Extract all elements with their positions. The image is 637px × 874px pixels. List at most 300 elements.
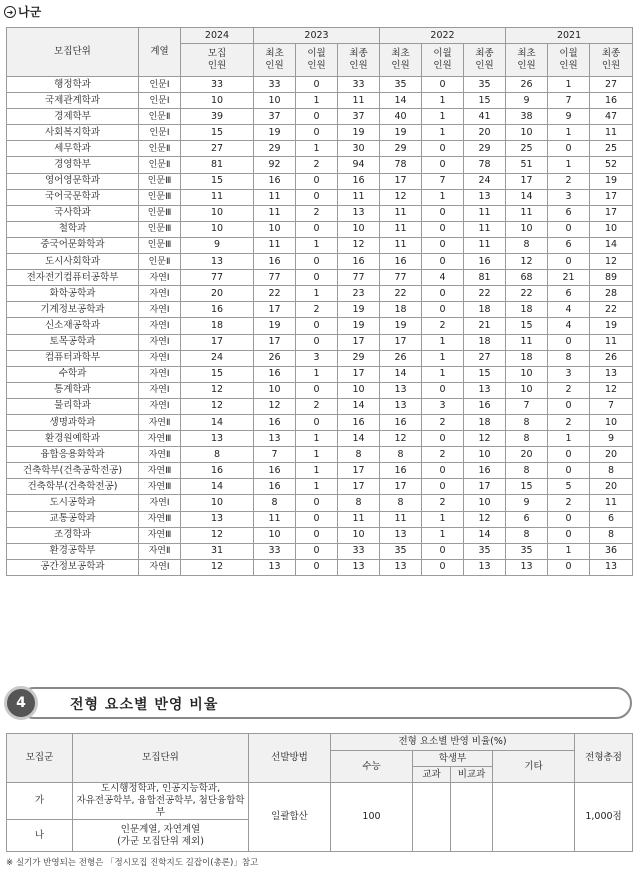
table-row: [7, 527, 633, 543]
header-year-2022: 2022: [380, 28, 506, 44]
number-cell: 26: [380, 350, 422, 366]
number-cell: 39: [181, 109, 254, 125]
group-label-text: 나군: [18, 5, 42, 19]
number-cell: 0: [296, 270, 338, 286]
number-cell: 13: [338, 205, 380, 221]
number-cell: 10: [338, 382, 380, 398]
number-cell: 13: [590, 366, 633, 382]
number-cell: 52: [590, 157, 633, 173]
number-cell: 16: [380, 414, 422, 430]
number-cell: 1: [548, 157, 590, 173]
table-row: [7, 366, 633, 382]
table-row: [7, 270, 633, 286]
number-cell: 19: [590, 173, 633, 189]
number-cell: 77: [254, 270, 296, 286]
number-cell: 0: [296, 414, 338, 430]
t2-csat: 100: [331, 783, 413, 852]
table-row: [7, 318, 633, 334]
t2-header-record: 학생부: [413, 751, 493, 767]
header-unit: 모집단위: [7, 28, 139, 77]
category-cell: 자연Ⅰ: [139, 286, 181, 302]
number-cell: 16: [380, 463, 422, 479]
number-cell: 12: [464, 511, 506, 527]
number-cell: 11: [464, 221, 506, 237]
table-row: [7, 382, 633, 398]
number-cell: 1: [422, 189, 464, 205]
number-cell: 11: [380, 221, 422, 237]
number-cell: 16: [338, 414, 380, 430]
number-cell: 0: [296, 511, 338, 527]
category-cell: 인문Ⅲ: [139, 237, 181, 253]
number-cell: 18: [464, 414, 506, 430]
number-cell: 29: [380, 141, 422, 157]
unit-name-cell: 경제학부: [7, 109, 139, 125]
number-cell: 0: [296, 318, 338, 334]
number-cell: 8: [338, 447, 380, 463]
number-cell: 14: [181, 414, 254, 430]
number-cell: 0: [296, 221, 338, 237]
number-cell: 12: [464, 431, 506, 447]
category-cell: 인문Ⅰ: [139, 77, 181, 93]
table-row: [7, 302, 633, 318]
number-cell: 1: [422, 93, 464, 109]
number-cell: 11: [506, 334, 548, 350]
number-cell: 12: [181, 527, 254, 543]
table-row: [7, 463, 633, 479]
category-cell: 자연Ⅰ: [139, 270, 181, 286]
number-cell: 0: [548, 511, 590, 527]
unit-name-cell: 국사학과: [7, 205, 139, 221]
number-cell: 10: [506, 221, 548, 237]
number-cell: 1: [296, 286, 338, 302]
unit-name-cell: 교통공학과: [7, 511, 139, 527]
number-cell: 0: [548, 447, 590, 463]
table-row: [7, 414, 633, 430]
number-cell: 0: [422, 286, 464, 302]
number-cell: 2: [296, 302, 338, 318]
number-cell: 0: [422, 221, 464, 237]
category-cell: 자연Ⅲ: [139, 527, 181, 543]
t2-header-ratio: 전형 요소별 반영 비율(%): [331, 734, 575, 751]
category-cell: 자연Ⅰ: [139, 350, 181, 366]
number-cell: 0: [422, 77, 464, 93]
number-cell: 13: [181, 254, 254, 270]
number-cell: 2: [548, 414, 590, 430]
unit-name-cell: 융합응용화학과: [7, 447, 139, 463]
number-cell: 8: [506, 414, 548, 430]
header-extra: 이월 인원: [548, 44, 590, 77]
table-row: [7, 286, 633, 302]
number-cell: 20: [464, 125, 506, 141]
number-cell: 16: [181, 302, 254, 318]
number-cell: 2: [548, 173, 590, 189]
table-row: [7, 559, 633, 575]
unit-name-cell: 경영학부: [7, 157, 139, 173]
number-cell: 33: [254, 77, 296, 93]
number-cell: 20: [590, 479, 633, 495]
number-cell: 3: [296, 350, 338, 366]
number-cell: 10: [181, 221, 254, 237]
category-cell: 인문Ⅱ: [139, 109, 181, 125]
number-cell: 17: [338, 366, 380, 382]
number-cell: 0: [422, 382, 464, 398]
number-cell: 35: [380, 77, 422, 93]
number-cell: 0: [548, 334, 590, 350]
number-cell: 1: [422, 109, 464, 125]
table-row: [7, 479, 633, 495]
number-cell: 3: [548, 366, 590, 382]
category-cell: 자연Ⅰ: [139, 495, 181, 511]
category-cell: 자연Ⅲ: [139, 479, 181, 495]
number-cell: 0: [422, 141, 464, 157]
number-cell: 31: [181, 543, 254, 559]
number-cell: 17: [506, 173, 548, 189]
unit-name-cell: 사회복지학과: [7, 125, 139, 141]
number-cell: 11: [590, 334, 633, 350]
number-cell: 16: [254, 366, 296, 382]
number-cell: 13: [380, 559, 422, 575]
evaluation-ratio-table: [6, 733, 633, 852]
number-cell: 35: [464, 543, 506, 559]
header-extra: 이월 인원: [296, 44, 338, 77]
t2-header-method: 선발방법: [249, 734, 331, 783]
t2-header-unit: 모집단위: [73, 734, 249, 783]
number-cell: 33: [254, 543, 296, 559]
number-cell: 12: [590, 254, 633, 270]
number-cell: 78: [464, 157, 506, 173]
t2-method: 일괄합산: [249, 783, 331, 852]
number-cell: 19: [338, 125, 380, 141]
number-cell: 29: [254, 141, 296, 157]
number-cell: 2: [296, 157, 338, 173]
number-cell: 1: [422, 334, 464, 350]
number-cell: 10: [506, 125, 548, 141]
number-cell: 1: [548, 77, 590, 93]
number-cell: 0: [422, 237, 464, 253]
number-cell: 6: [548, 237, 590, 253]
number-cell: 2: [296, 398, 338, 414]
number-cell: 16: [380, 254, 422, 270]
unit-name-cell: 생명과학과: [7, 414, 139, 430]
table-row: [7, 495, 633, 511]
number-cell: 15: [506, 318, 548, 334]
number-cell: 0: [548, 254, 590, 270]
number-cell: 6: [548, 205, 590, 221]
number-cell: 11: [380, 237, 422, 253]
unit-name-cell: 건축학부(건축학전공): [7, 479, 139, 495]
number-cell: 41: [464, 109, 506, 125]
table-row: [7, 447, 633, 463]
table-row: [7, 173, 633, 189]
number-cell: 11: [254, 511, 296, 527]
t2-header-total: 전형총점: [575, 734, 633, 783]
number-cell: 1: [422, 125, 464, 141]
category-cell: 자연Ⅰ: [139, 366, 181, 382]
table-row: [7, 398, 633, 414]
category-cell: 자연Ⅱ: [139, 447, 181, 463]
number-cell: 10: [464, 495, 506, 511]
number-cell: 16: [254, 414, 296, 430]
number-cell: 94: [338, 157, 380, 173]
number-cell: 8: [506, 463, 548, 479]
number-cell: 16: [590, 93, 633, 109]
number-cell: 13: [254, 431, 296, 447]
number-cell: 16: [254, 463, 296, 479]
header-final: 최종 인원: [464, 44, 506, 77]
number-cell: 22: [464, 286, 506, 302]
number-cell: 2: [296, 205, 338, 221]
number-cell: 16: [464, 463, 506, 479]
number-cell: 1: [296, 447, 338, 463]
number-cell: 77: [338, 270, 380, 286]
unit-name-cell: 조경학과: [7, 527, 139, 543]
number-cell: 33: [338, 543, 380, 559]
number-cell: 18: [464, 302, 506, 318]
number-cell: 33: [338, 77, 380, 93]
t2-header-subject: 교과: [413, 767, 451, 783]
number-cell: 7: [422, 173, 464, 189]
unit-name-cell: 철학과: [7, 221, 139, 237]
number-cell: 22: [254, 286, 296, 302]
footnote: ※ 실기가 반영되는 전형은 「정시모집 진학지도 길잡이(총론)」참고: [6, 858, 259, 868]
header-final: 최종 인원: [338, 44, 380, 77]
number-cell: 13: [590, 559, 633, 575]
number-cell: 17: [338, 479, 380, 495]
unit-name-cell: 영어영문학과: [7, 173, 139, 189]
table-row: [7, 93, 633, 109]
number-cell: 16: [254, 173, 296, 189]
number-cell: 26: [590, 350, 633, 366]
table-row: [7, 77, 633, 93]
number-cell: 0: [296, 527, 338, 543]
t2-header-other: 기타: [493, 751, 575, 783]
number-cell: 17: [590, 205, 633, 221]
number-cell: 20: [181, 286, 254, 302]
number-cell: 40: [380, 109, 422, 125]
number-cell: 2: [548, 382, 590, 398]
number-cell: 21: [464, 318, 506, 334]
number-cell: 0: [422, 205, 464, 221]
number-cell: 47: [590, 109, 633, 125]
number-cell: 19: [338, 318, 380, 334]
table-row: [7, 511, 633, 527]
category-cell: 인문Ⅱ: [139, 157, 181, 173]
number-cell: 1: [296, 431, 338, 447]
number-cell: 3: [548, 189, 590, 205]
number-cell: 28: [590, 286, 633, 302]
header-first: 최초 인원: [380, 44, 422, 77]
number-cell: 6: [506, 511, 548, 527]
number-cell: 1: [296, 93, 338, 109]
number-cell: 17: [254, 334, 296, 350]
number-cell: 4: [548, 318, 590, 334]
table-row: [7, 141, 633, 157]
unit-name-cell: 중국어문화학과: [7, 237, 139, 253]
number-cell: 19: [380, 125, 422, 141]
number-cell: 8: [181, 447, 254, 463]
number-cell: 12: [506, 254, 548, 270]
number-cell: 11: [380, 511, 422, 527]
number-cell: 12: [590, 382, 633, 398]
number-cell: 7: [548, 93, 590, 109]
number-cell: 17: [338, 334, 380, 350]
number-cell: 9: [590, 431, 633, 447]
number-cell: 16: [338, 173, 380, 189]
header-year-2021: 2021: [506, 28, 633, 44]
unit-name-cell: 환경원예학과: [7, 431, 139, 447]
number-cell: 10: [254, 221, 296, 237]
number-cell: 0: [296, 543, 338, 559]
number-cell: 11: [464, 205, 506, 221]
number-cell: 1: [296, 366, 338, 382]
number-cell: 2: [422, 495, 464, 511]
number-cell: 9: [181, 237, 254, 253]
table-row: [7, 543, 633, 559]
number-cell: 11: [338, 93, 380, 109]
number-cell: 0: [422, 559, 464, 575]
number-cell: 1: [548, 543, 590, 559]
number-cell: 20: [506, 447, 548, 463]
number-cell: 14: [338, 398, 380, 414]
number-cell: 14: [590, 237, 633, 253]
number-cell: 18: [506, 350, 548, 366]
number-cell: 0: [422, 463, 464, 479]
number-cell: 15: [181, 173, 254, 189]
number-cell: 11: [338, 511, 380, 527]
number-cell: 24: [181, 350, 254, 366]
number-cell: 18: [380, 302, 422, 318]
category-cell: 인문Ⅲ: [139, 189, 181, 205]
number-cell: 12: [181, 559, 254, 575]
number-cell: 11: [380, 205, 422, 221]
number-cell: 10: [590, 414, 633, 430]
number-cell: 9: [548, 109, 590, 125]
number-cell: 10: [181, 93, 254, 109]
table-row: [7, 157, 633, 173]
unit-name-cell: 행정학과: [7, 77, 139, 93]
t2-row2-unit: 인문계열, 자연계열 (가군 모집단위 제외): [73, 820, 249, 852]
unit-name-cell: 도시공학과: [7, 495, 139, 511]
number-cell: 11: [590, 495, 633, 511]
number-cell: 16: [254, 479, 296, 495]
number-cell: 10: [254, 382, 296, 398]
number-cell: 11: [590, 125, 633, 141]
number-cell: 9: [506, 495, 548, 511]
number-cell: 0: [296, 189, 338, 205]
number-cell: 27: [181, 141, 254, 157]
table-row: [7, 205, 633, 221]
unit-name-cell: 컴퓨터과학부: [7, 350, 139, 366]
category-cell: 자연Ⅲ: [139, 463, 181, 479]
number-cell: 14: [506, 189, 548, 205]
category-cell: 자연Ⅲ: [139, 511, 181, 527]
number-cell: 6: [590, 511, 633, 527]
number-cell: 0: [548, 398, 590, 414]
number-cell: 21: [548, 270, 590, 286]
number-cell: 12: [338, 237, 380, 253]
number-cell: 17: [380, 173, 422, 189]
table-row: [7, 189, 633, 205]
number-cell: 7: [254, 447, 296, 463]
number-cell: 16: [254, 254, 296, 270]
number-cell: 19: [380, 318, 422, 334]
number-cell: 51: [506, 157, 548, 173]
number-cell: 1: [296, 463, 338, 479]
number-cell: 10: [254, 93, 296, 109]
number-cell: 29: [338, 350, 380, 366]
group-label: [4, 3, 41, 20]
number-cell: 19: [338, 302, 380, 318]
unit-name-cell: 화학공학과: [7, 286, 139, 302]
number-cell: 8: [380, 447, 422, 463]
number-cell: 1: [296, 479, 338, 495]
arrow-circle-icon: ➜: [4, 6, 16, 18]
number-cell: 11: [254, 189, 296, 205]
section-title: 전형 요소별 반영 비율: [70, 697, 219, 713]
number-cell: 13: [380, 398, 422, 414]
number-cell: 29: [464, 141, 506, 157]
number-cell: 37: [338, 109, 380, 125]
number-cell: 14: [380, 366, 422, 382]
number-cell: 13: [338, 559, 380, 575]
unit-name-cell: 전자전기컴퓨터공학부: [7, 270, 139, 286]
number-cell: 0: [422, 302, 464, 318]
number-cell: 18: [181, 318, 254, 334]
category-cell: 자연Ⅰ: [139, 398, 181, 414]
number-cell: 33: [181, 77, 254, 93]
number-cell: 15: [181, 366, 254, 382]
number-cell: 20: [590, 447, 633, 463]
header-final: 최종 인원: [590, 44, 633, 77]
unit-name-cell: 공간정보공학과: [7, 559, 139, 575]
category-cell: 인문Ⅲ: [139, 173, 181, 189]
number-cell: 13: [254, 559, 296, 575]
number-cell: 81: [464, 270, 506, 286]
table-row: [7, 109, 633, 125]
number-cell: 8: [380, 495, 422, 511]
unit-name-cell: 수학과: [7, 366, 139, 382]
number-cell: 0: [296, 77, 338, 93]
number-cell: 30: [338, 141, 380, 157]
t2-total: 1,000점: [575, 783, 633, 852]
number-cell: 8: [548, 350, 590, 366]
unit-name-cell: 국제관계학과: [7, 93, 139, 109]
number-cell: 10: [338, 221, 380, 237]
number-cell: 77: [181, 270, 254, 286]
number-cell: 16: [338, 254, 380, 270]
number-cell: 92: [254, 157, 296, 173]
category-cell: 인문Ⅲ: [139, 221, 181, 237]
t2-row2-group: 나: [7, 820, 73, 852]
number-cell: 22: [590, 302, 633, 318]
number-cell: 78: [380, 157, 422, 173]
number-cell: 16: [464, 398, 506, 414]
number-cell: 12: [181, 398, 254, 414]
number-cell: 17: [338, 463, 380, 479]
number-cell: 25: [506, 141, 548, 157]
number-cell: 11: [254, 205, 296, 221]
number-cell: 15: [464, 93, 506, 109]
number-cell: 15: [506, 479, 548, 495]
t2-subject: [413, 783, 451, 852]
number-cell: 11: [254, 237, 296, 253]
table-row: [7, 334, 633, 350]
number-cell: 22: [380, 286, 422, 302]
category-cell: 자연Ⅰ: [139, 318, 181, 334]
number-cell: 9: [506, 93, 548, 109]
category-cell: 인문Ⅱ: [139, 141, 181, 157]
category-cell: 인문Ⅰ: [139, 125, 181, 141]
